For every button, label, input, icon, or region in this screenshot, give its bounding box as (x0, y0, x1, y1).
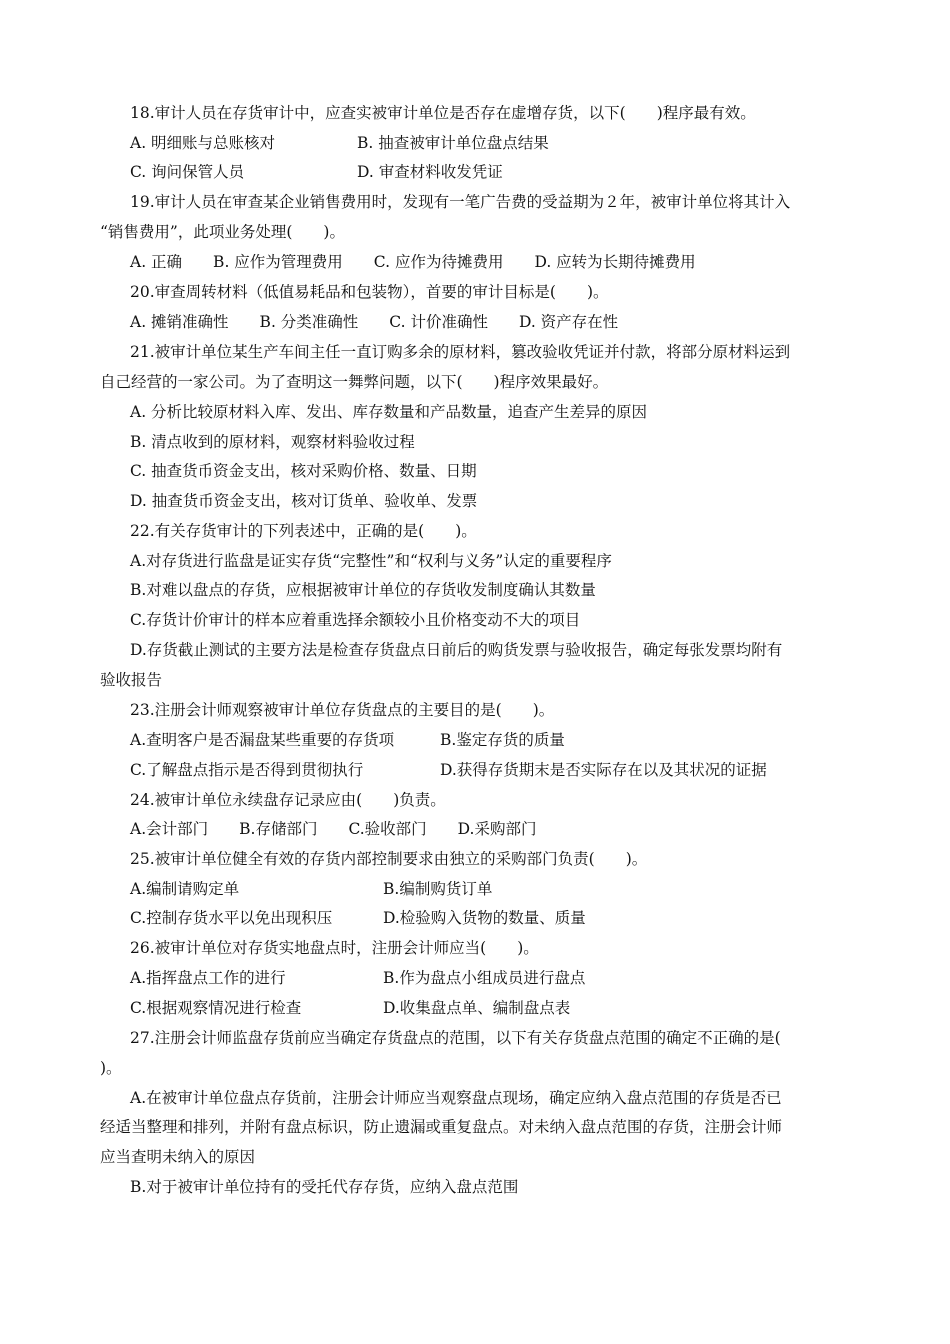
question-19: 19.审计人员在审查某企业销售费用时，发现有一笔广告费的受益期为２年，被审计单位将其计入 (130, 193, 791, 211)
options-19: A. 正确 B. 应作为管理费用 C. 应作为待摊费用 D. 应转为长期待摊费用 (130, 253, 696, 271)
option-26-b: B.作为盘点小组成员进行盘点 (383, 969, 586, 987)
option-25-b: B.编制购货订单 (383, 880, 493, 898)
question-26: 26.被审计单位对存货实地盘点时，注册会计师应当( )。 (130, 939, 539, 957)
question-20: 20.审查周转材料（低值易耗品和包装物），首要的审计目标是( )。 (130, 283, 609, 301)
option-25-c: C.控制存货水平以免出现积压 (130, 909, 333, 927)
option-18-d: D. 审查材料收发凭证 (357, 163, 503, 181)
option-27-a-cont-1: 经适当整理和排列，并附有盘点标识，防止遗漏或重复盘点。对未纳入盘点范围的存货，注册会计师 (100, 1118, 783, 1136)
question-27: 27.注册会计师监盘存货前应当确定存货盘点的范围，以下有关存货盘点范围的确定不正确的是( (130, 1029, 781, 1047)
option-27-b: B.对于被审计单位持有的受托代存存货，应纳入盘点范围 (130, 1178, 519, 1196)
option-22-c: C.存货计价审计的样本应着重选择余额较小且价格变动不大的项目 (130, 611, 581, 629)
option-22-d: D.存货截止测试的主要方法是检查存货盘点日前后的购货发票与验收报告，确定每张发票均附有 (130, 641, 783, 659)
option-22-b: B.对难以盘点的存货，应根据被审计单位的存货收发制度确认其数量 (130, 581, 596, 599)
question-21: 21.被审计单位某生产车间主任一直订购多余的原材料，篡改验收凭证并付款，将部分原材料运到 (130, 343, 791, 361)
option-18-a: A. 明细账与总账核对 (130, 134, 276, 152)
option-27-a-cont-2: 应当查明未纳入的原因 (100, 1148, 256, 1166)
question-21-cont: 自己经营的一家公司。为了查明这一舞弊问题，以下( )程序效果最好。 (100, 373, 609, 391)
question-25: 25.被审计单位健全有效的存货内部控制要求由独立的采购部门负责( )。 (130, 850, 648, 868)
question-24: 24.被审计单位永续盘存记录应由( )负责。 (130, 791, 446, 809)
option-21-c: C. 抽查货币资金支出，核对采购价格、数量、日期 (130, 462, 477, 480)
option-27-a: A.在被审计单位盘点存货前，注册会计师应当观察盘点现场，确定应纳入盘点范围的存货是否已 (130, 1089, 782, 1107)
option-26-a: A.指挥盘点工作的进行 (130, 969, 286, 987)
option-21-b: B. 清点收到的原材料，观察材料验收过程 (130, 433, 415, 451)
option-23-b: B.鉴定存货的质量 (440, 731, 565, 749)
question-19-cont: “销售费用”，此项业务处理( )。 (100, 223, 345, 241)
option-18-c: C. 询问保管人员 (130, 163, 245, 181)
option-23-d: D.获得存货期末是否实际存在以及其状况的证据 (440, 761, 767, 779)
option-23-c: C.了解盘点指示是否得到贯彻执行 (130, 761, 364, 779)
option-21-a: A. 分析比较原材料入库、发出、库存数量和产品数量，追查产生差异的原因 (130, 403, 648, 421)
option-22-d-cont: 验收报告 (100, 671, 163, 689)
option-25-d: D.检验购入货物的数量、质量 (383, 909, 586, 927)
option-21-d: D. 抽查货币资金支出，核对订货单、验收单、发票 (130, 492, 478, 510)
option-26-c: C.根据观察情况进行检查 (130, 999, 302, 1017)
question-22: 22.有关存货审计的下列表述中，正确的是( )。 (130, 522, 477, 540)
question-27-cont: )。 (100, 1059, 122, 1077)
option-22-a: A.对存货进行监盘是证实存货“完整性”和“权利与义务”认定的重要程序 (130, 552, 612, 570)
option-25-a: A.编制请购定单 (130, 880, 240, 898)
option-23-a: A.查明客户是否漏盘某些重要的存货项 (130, 731, 395, 749)
option-18-b: B. 抽查被审计单位盘点结果 (357, 134, 549, 152)
options-20: A. 摊销准确性 B. 分类准确性 C. 计价准确性 D. 资产存在性 (130, 313, 619, 331)
options-24: A.会计部门 B.存储部门 C.验收部门 D.采购部门 (130, 820, 537, 838)
question-23: 23.注册会计师观察被审计单位存货盘点的主要目的是( )。 (130, 701, 555, 719)
question-18: 18.审计人员在存货审计中，应查实被审计单位是否存在虚增存货，以下( )程序最有效。 (130, 104, 756, 122)
option-26-d: D.收集盘点单、编制盘点表 (383, 999, 571, 1017)
